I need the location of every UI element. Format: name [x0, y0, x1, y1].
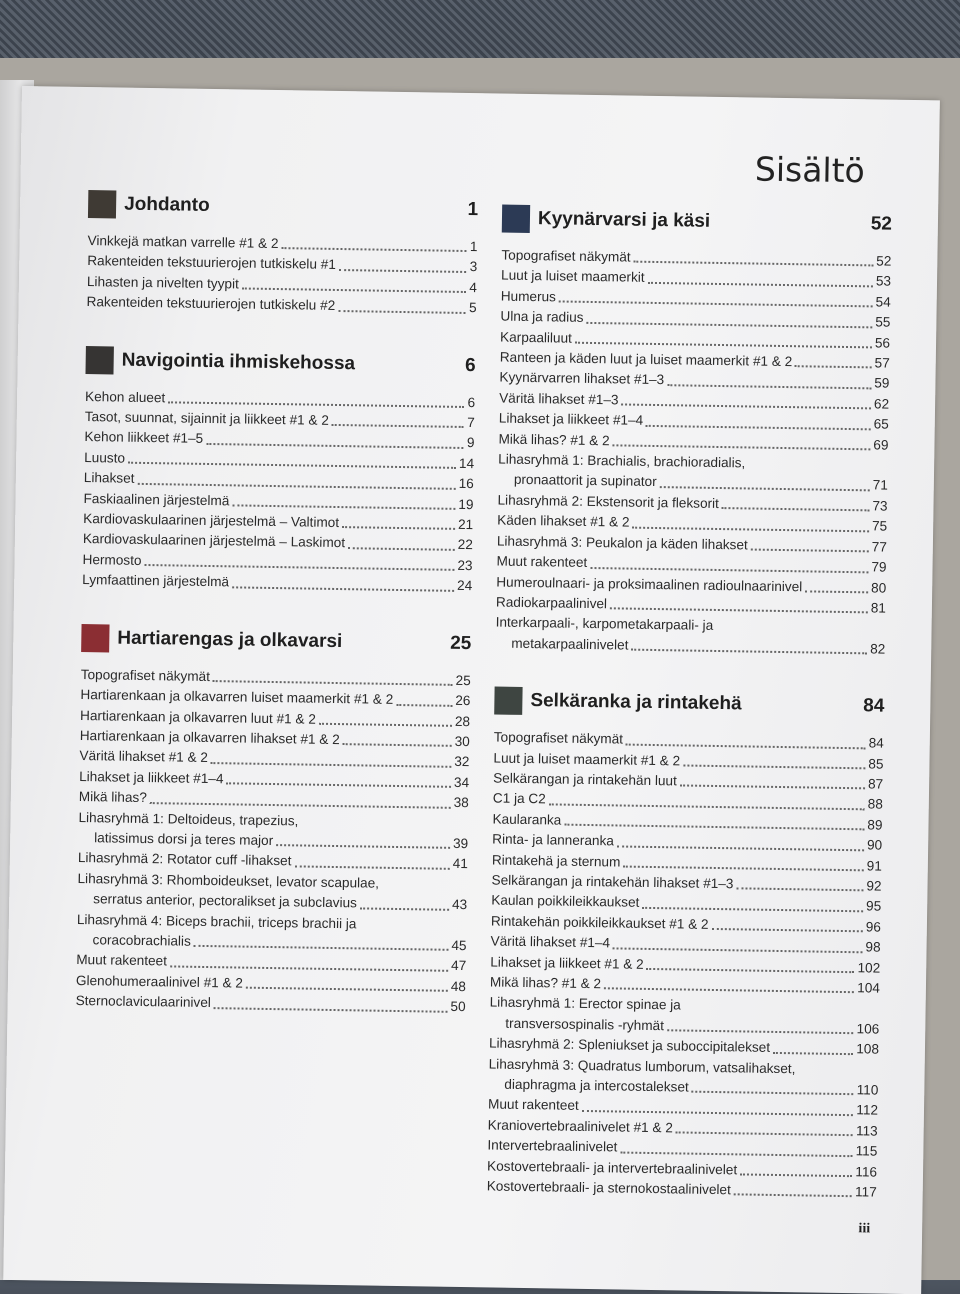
dot-leader: [631, 649, 867, 655]
dot-leader: [338, 310, 466, 314]
entry-title: Mikä lihas? #1 & 2: [498, 431, 610, 448]
entry-title: Rintakehän poikkileikkaukset #1 & 2: [490, 913, 709, 932]
entry-page-number: 55: [875, 314, 891, 330]
dot-leader: [647, 968, 855, 973]
entry-title: Kaulan poikkileikkaukset: [491, 892, 640, 911]
entry-page-number: 3: [469, 259, 478, 275]
entry-page-number: 38: [453, 794, 469, 811]
dot-leader: [564, 824, 864, 831]
dot-leader: [348, 547, 455, 551]
entry-title: Ranteen ja käden luut ja luiset maamerkit #1 & 2: [499, 349, 793, 370]
section-color-box: [494, 687, 522, 715]
dot-leader: [610, 608, 868, 614]
entry-page-number: 113: [855, 1123, 878, 1139]
entry-title: Kraniovertebraalinivelet #1 & 2: [487, 1117, 673, 1136]
dot-leader: [211, 762, 451, 768]
entry-page-number: 77: [871, 539, 887, 555]
entry-page-number: 91: [866, 857, 882, 874]
entry-page-number: 98: [865, 939, 881, 955]
entry-title: pronaattorit ja supinator: [513, 472, 657, 490]
entry-page-number: 50: [450, 999, 466, 1015]
dot-leader: [632, 526, 869, 532]
entry-page-number: 81: [870, 600, 887, 616]
entry-title: Lihakset ja liikkeet #1 & 2: [490, 954, 644, 972]
dot-leader: [276, 844, 450, 849]
section-header: [502, 202, 892, 242]
dot-leader: [168, 401, 464, 408]
section-title: Selkäranka ja rintakehä: [530, 690, 742, 715]
entry-page-number: 89: [867, 817, 883, 833]
dot-leader: [339, 269, 467, 273]
section-color-box: [88, 190, 116, 218]
entry-page-number: 62: [873, 396, 890, 412]
dot-leader: [549, 803, 865, 810]
dot-leader: [692, 1091, 854, 1096]
entry-page-number: 16: [458, 476, 474, 492]
dot-leader: [128, 462, 456, 469]
dot-leader: [612, 444, 870, 450]
entry-title: metakarpaalinivelet: [511, 635, 629, 653]
dot-leader: [634, 261, 874, 267]
entry-title: Kehon liikkeet #1–5: [84, 429, 204, 447]
entry-title: Vinkkejä matkan varrelle #1 & 2: [87, 233, 279, 252]
dot-leader: [680, 785, 865, 790]
entry-title: Väritä lihakset #1–3: [499, 390, 619, 408]
dot-leader: [226, 782, 451, 788]
entry-title: Humerus: [500, 288, 557, 305]
entry-page-number: 5: [468, 300, 477, 316]
entry-page-number: 80: [870, 579, 887, 596]
dot-leader: [667, 384, 871, 389]
dot-leader: [213, 680, 453, 686]
entry-page-number: 88: [867, 796, 883, 812]
entry-title-line1: Lihasryhmä 1: Erector spinae ja: [489, 994, 681, 1013]
entry-title: Kostovertebraali- ja sternokostaalinivelet: [486, 1178, 731, 1198]
entry-page-number: 96: [865, 919, 882, 935]
dot-leader: [734, 1194, 852, 1198]
section-header: [88, 187, 478, 227]
entry-title: Muut rakenteet: [76, 952, 168, 969]
entry-title: Glenohumeraalinivel #1 & 2: [75, 972, 244, 991]
entry-title: Selkärangan ja rintakehän luut: [493, 770, 677, 789]
entry-page-number: 92: [866, 878, 882, 894]
entry-page-number: 95: [865, 898, 882, 914]
dot-leader: [559, 301, 873, 308]
toc-entry: [489, 993, 880, 1040]
entry-page-number: 54: [875, 294, 891, 310]
entry-page-number: 85: [868, 755, 884, 772]
page-title: Sisältö: [754, 149, 866, 191]
entry-title: Lihakset: [83, 470, 135, 487]
entry-page-number: 108: [856, 1041, 880, 1057]
entry-title: Käden lihakset #1 & 2: [497, 512, 630, 530]
toc-entry: [495, 613, 886, 660]
entry-title: Kaularanka: [492, 811, 562, 828]
entry-page-number: 102: [857, 959, 881, 976]
entry-page-number: 115: [855, 1143, 878, 1159]
entry-page-number: 84: [868, 735, 884, 751]
entry-title: Väritä lihakset #1 & 2: [79, 748, 209, 766]
entry-title: Luut ja luiset maamerkit: [500, 267, 645, 286]
section-color-box: [502, 205, 530, 233]
entry-page-number: 45: [451, 937, 467, 954]
dot-leader: [319, 723, 452, 727]
entry-title: latissimus dorsi ja teres major: [94, 830, 274, 848]
entry-page-number: 57: [874, 355, 890, 371]
dot-leader: [586, 322, 872, 328]
section-title: Johdanto: [123, 193, 210, 216]
entry-title: Kardiovaskulaarinen järjestelmä – Valtimot: [83, 511, 340, 531]
entry-page-number: 30: [454, 733, 470, 750]
dot-leader: [214, 1007, 448, 1013]
entry-page-number: 65: [873, 416, 889, 432]
dot-leader: [137, 483, 455, 490]
entry-title: Lihasten ja nivelten tyypit: [86, 273, 239, 292]
dot-leader: [590, 566, 868, 572]
entry-page-number: 59: [874, 375, 890, 392]
section-page-number: 1: [467, 199, 479, 221]
entry-page-number: 117: [854, 1184, 877, 1200]
entry-page-number: 69: [873, 437, 889, 453]
section-color-box: [85, 346, 113, 374]
dot-leader: [773, 1052, 853, 1055]
entry-page-number: 24: [456, 578, 473, 594]
dot-leader: [150, 802, 451, 809]
dot-leader: [683, 764, 865, 769]
toc-section-johdanto: [86, 187, 478, 319]
dot-leader: [667, 1029, 854, 1034]
entry-title: Hartiarenkaan ja olkavarren luiset maamerkit #1 & 2: [80, 687, 394, 707]
toc-entry: [488, 1054, 879, 1101]
entry-page-number: 82: [870, 641, 886, 657]
entry-title-line1: Lihasryhmä 1: Deltoideus, trapezius,: [78, 809, 299, 828]
entry-title: Selkärangan ja rintakehän lihakset #1–3: [491, 872, 734, 892]
entry-page-number: 116: [855, 1163, 878, 1180]
entry-title: Humeroulnaari- ja proksimaalinen radioulnaarinivel: [496, 574, 803, 594]
dot-leader: [360, 907, 449, 910]
entry-title-line1: Lihasryhmä 3: Rhomboideukset, levator scapulae,: [77, 870, 380, 891]
entry-title: Tasot, suunnat, sijainnit ja liikkeet #1 & 2: [84, 409, 329, 428]
entry-title: Lihasryhmä 2: Spleniukset ja suboccipitalekset: [488, 1035, 771, 1056]
entry-title: Hermosto: [82, 551, 142, 568]
dot-leader: [676, 1132, 853, 1137]
section-page-number: 6: [464, 354, 476, 376]
entry-page-number: 73: [872, 498, 888, 514]
entry-title: Luusto: [84, 449, 126, 466]
dot-leader: [613, 947, 862, 953]
toc-entry: [498, 450, 889, 497]
dot-leader: [170, 965, 448, 971]
entry-title: Topografiset näkymät: [501, 247, 631, 265]
entry-page-number: 104: [857, 980, 881, 996]
entry-page-number: 106: [856, 1021, 880, 1037]
entry-title: Muut rakenteet: [487, 1096, 579, 1114]
entry-title: Topografiset näkymät: [80, 666, 211, 684]
section-header: [81, 621, 471, 661]
dot-leader: [604, 988, 854, 994]
entry-title: Radiokarpaalinivel: [495, 594, 608, 612]
entry-title: Rakenteiden tekstuurierojen tutkiskelu #2: [86, 294, 336, 314]
entry-page-number: 28: [454, 713, 471, 729]
section-page-number: 25: [449, 632, 472, 654]
entry-title: Väritä lihakset #1–4: [490, 933, 611, 951]
entry-page-number: 4: [469, 279, 478, 295]
dot-leader: [575, 342, 872, 349]
entry-page-number: 48: [450, 978, 467, 994]
dot-leader: [751, 549, 869, 553]
entry-title: diaphragma ja intercostalekset: [504, 1076, 689, 1095]
section-page-number: 84: [863, 695, 885, 717]
entry-page-number: 39: [452, 835, 469, 852]
entry-title-line1: Lihasryhmä 4: Biceps brachii, triceps brachii ja: [76, 911, 357, 931]
entry-page-number: 75: [871, 518, 888, 534]
dot-leader: [194, 945, 449, 951]
dot-leader: [617, 845, 864, 851]
entry-title: Intervertebraalinivelet: [487, 1137, 618, 1155]
entry-page-number: 43: [451, 897, 468, 913]
entry-title: transversospinalis -ryhmät: [505, 1015, 665, 1034]
toc-entry: [77, 869, 468, 916]
dot-leader: [246, 987, 448, 992]
dot-leader: [646, 425, 871, 431]
dot-leader: [722, 507, 870, 511]
entry-title: Lihakset ja liikkeet #1–4: [498, 410, 644, 429]
entry-title: serratus anterior, pectoralikset ja subclavius: [93, 891, 358, 911]
entry-title: Kostovertebraali- ja intervertebraalinivelet: [486, 1158, 738, 1178]
entry-page-number: 47: [450, 958, 467, 974]
entry-page-number: 25: [455, 672, 471, 688]
dot-leader: [623, 866, 863, 872]
toc-page: [3, 86, 940, 1294]
section-title: Navigointia ihmiskehossa: [121, 349, 356, 374]
entry-title: Sternoclaviculaarinivel: [75, 993, 211, 1011]
entry-title: Faskiaalinen järjestelmä: [83, 490, 230, 508]
entry-title: Lihakset ja liikkeet #1–4: [79, 768, 224, 786]
entry-page-number: 26: [455, 692, 471, 709]
entry-page-number: 87: [867, 776, 884, 792]
dot-leader: [626, 743, 866, 749]
entry-title: Kardiovaskulaarinen järjestelmä – Laskimot: [82, 531, 346, 551]
dot-leader: [232, 504, 455, 510]
entry-page-number: 6: [467, 394, 476, 410]
entry-title: Ulna ja radius: [500, 308, 584, 326]
dot-leader: [281, 248, 467, 253]
page-number: iii: [858, 1221, 871, 1237]
dot-leader: [805, 590, 868, 593]
entry-page-number: 22: [457, 537, 473, 553]
entry-title: Karpaaliluut: [500, 329, 573, 346]
entry-title: Hartiarenkaan ja olkavarren lihakset #1 & 2: [79, 727, 340, 747]
section-header: [494, 684, 884, 724]
entry-title: Lihasryhmä 2: Ekstensorit ja fleksorit: [497, 492, 720, 511]
entry-title: Mikä lihas?: [78, 789, 147, 806]
section-title: Kyynärvarsi ja käsi: [537, 208, 711, 232]
entry-page-number: 9: [466, 435, 475, 451]
entry-page-number: 14: [458, 455, 475, 471]
toc-section-hartiarengas: [75, 621, 471, 1018]
dot-leader: [206, 443, 464, 449]
entry-page-number: 32: [454, 754, 470, 770]
entry-title-line1: Interkarpaali-, karpometakarpaali- ja: [495, 614, 714, 634]
dot-leader: [343, 743, 452, 747]
entry-title: Rintakehä ja sternum: [491, 852, 621, 870]
section-color-box: [81, 624, 109, 652]
entry-title: Kyynärvarren lihakset #1–3: [499, 369, 665, 388]
entry-title: C1 ja C2: [492, 790, 546, 807]
dot-leader: [621, 404, 870, 410]
toc-entry: [78, 808, 469, 855]
entry-page-number: 19: [458, 496, 474, 512]
entry-title-line1: Lihasryhmä 1: Brachialis, brachioradialis,: [498, 451, 746, 471]
toc-section-kyynarvarsi: [495, 202, 892, 660]
dot-leader: [620, 1151, 852, 1157]
toc-left-column: [75, 187, 478, 1048]
entry-page-number: 110: [856, 1082, 879, 1098]
entry-page-number: 1: [469, 239, 478, 255]
dot-leader: [711, 928, 862, 932]
entry-page-number: 79: [871, 559, 887, 575]
entry-page-number: 90: [866, 837, 883, 853]
toc-right-column: [486, 202, 892, 1233]
entry-page-number: 7: [467, 415, 475, 431]
dot-leader: [660, 486, 870, 491]
entry-title: Lihasryhmä 3: Peukalon ja käden lihakset: [496, 533, 748, 553]
dot-leader: [232, 586, 454, 591]
toc-section-navigointi: [82, 343, 476, 597]
entry-page-number: 34: [453, 774, 470, 790]
entry-title: Muut rakenteet: [496, 553, 588, 571]
dot-leader: [242, 288, 467, 294]
entry-page-number: 21: [457, 516, 474, 533]
dot-leader: [332, 424, 464, 428]
entry-page-number: 56: [874, 335, 891, 351]
toc-section-selkaranka: [487, 684, 885, 1203]
entry-page-number: 112: [856, 1102, 879, 1119]
entry-page-number: 53: [875, 273, 892, 290]
section-title: Hartiarengas ja olkavarsi: [117, 627, 343, 652]
entry-title: Hartiarenkaan ja olkavarren luut #1 & 2: [80, 707, 316, 727]
dot-leader: [736, 888, 863, 892]
section-header: [85, 343, 475, 383]
dot-leader: [642, 907, 863, 912]
entry-title: Kehon alueet: [85, 388, 166, 405]
entry-page-number: 52: [876, 253, 892, 269]
entry-title: Lihasryhmä 2: Rotator cuff -lihakset: [77, 850, 292, 869]
entry-title: Rakenteiden tekstuurierojen tutkiskelu #1: [87, 253, 336, 273]
entry-title: Rinta- ja lanneranka: [492, 831, 615, 849]
dot-leader: [396, 703, 452, 706]
dot-leader: [795, 366, 871, 369]
entry-title-line1: Lihasryhmä 3: Quadratus lumborum, vatsalihakset,: [488, 1056, 796, 1076]
entry-page-number: 23: [457, 557, 473, 574]
entry-title: Lymfaattinen järjestelmä: [82, 572, 230, 590]
entry-title: Luut ja luiset maamerkit #1 & 2: [493, 750, 681, 768]
dot-leader: [294, 865, 449, 869]
dot-leader: [740, 1173, 852, 1177]
entry-title: Topografiset näkymät: [493, 729, 624, 747]
entry-page-number: 41: [452, 856, 468, 872]
toc-entry: [76, 910, 467, 957]
section-page-number: 52: [870, 213, 893, 235]
entry-page-number: 71: [872, 477, 888, 494]
dot-leader: [648, 282, 873, 288]
entry-title: coracobrachialis: [92, 932, 191, 949]
dot-leader: [582, 1110, 854, 1116]
dot-leader: [144, 564, 454, 571]
entry-title: Mikä lihas? #1 & 2: [489, 974, 602, 992]
dot-leader: [342, 527, 455, 531]
